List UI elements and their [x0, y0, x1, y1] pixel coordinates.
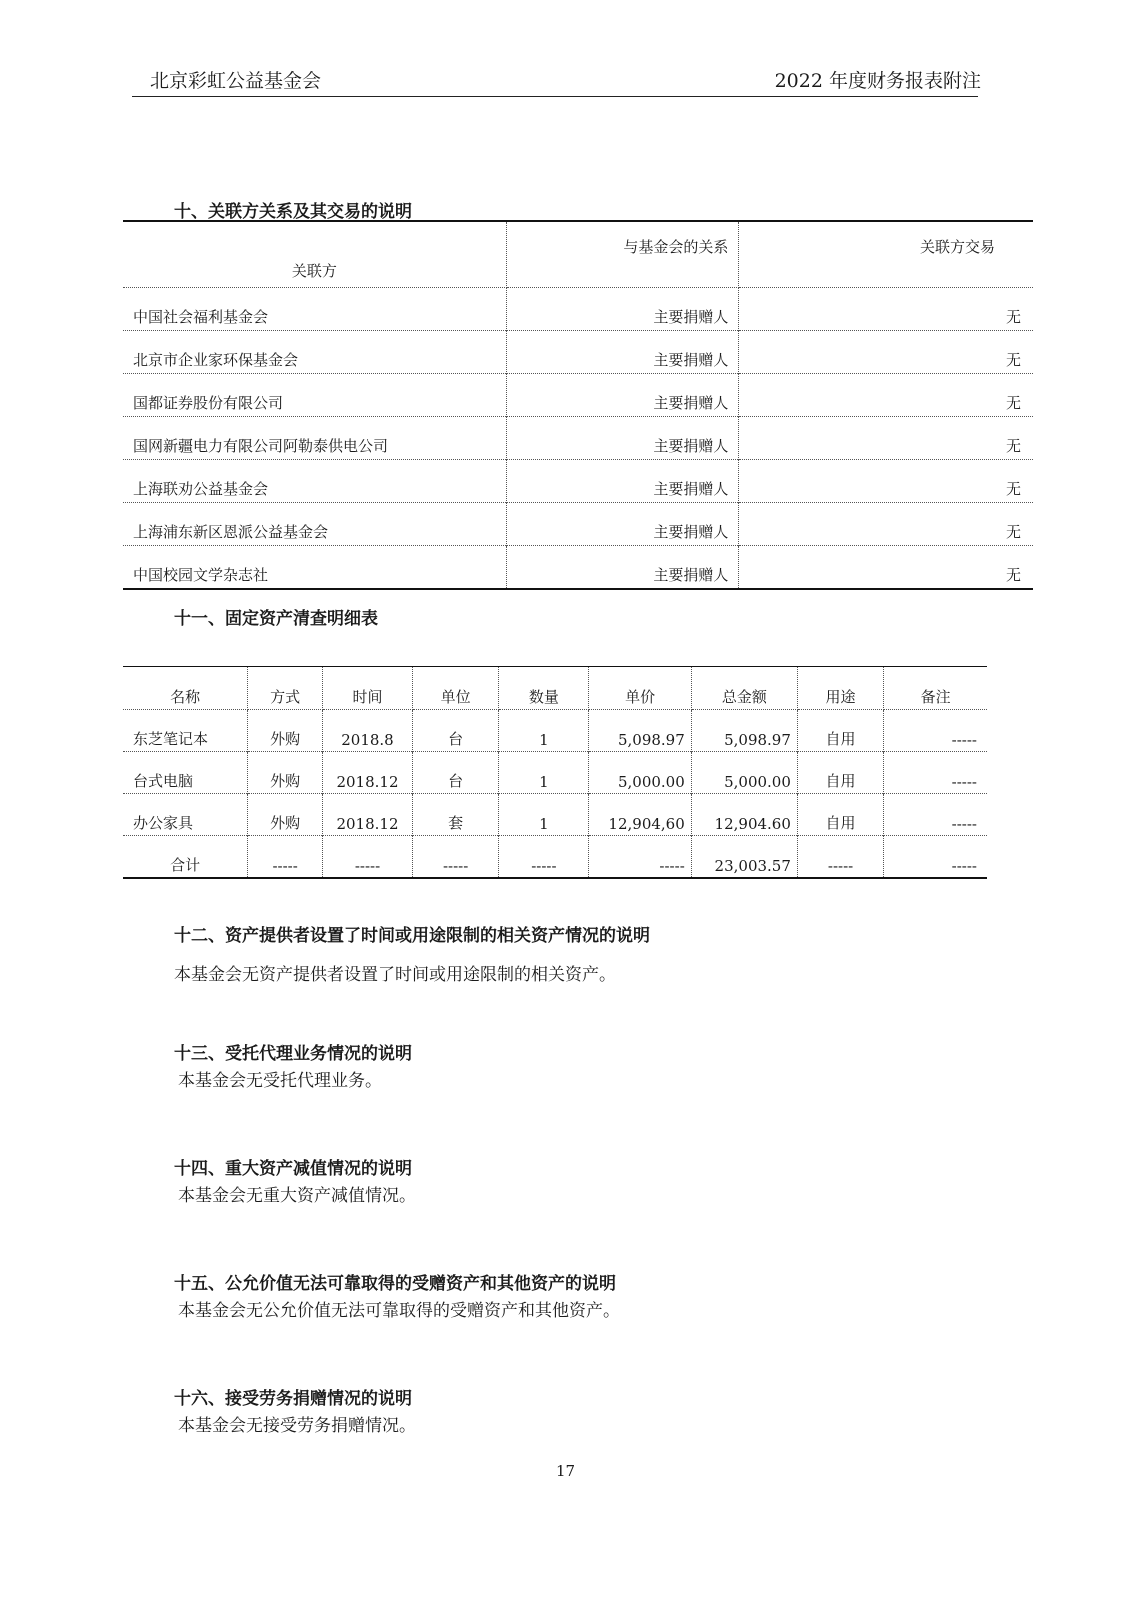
column-header: 总金额	[691, 667, 797, 710]
relationship: 主要捐赠人	[506, 417, 739, 460]
table-row	[123, 710, 987, 752]
relationship: 主要捐赠人	[506, 460, 739, 503]
related-party-name: 中国校园文学杂志社	[123, 546, 506, 590]
remarks: -----	[884, 752, 987, 794]
acquisition-method: 外购	[248, 794, 323, 836]
column-header: 关联方交易	[739, 221, 1033, 288]
acquisition-method: 外购	[248, 710, 323, 752]
table-row	[123, 546, 1033, 590]
remarks: -----	[884, 794, 987, 836]
related-party-name: 国都证券股份有限公司	[123, 374, 506, 417]
related-party-name: 国网新疆电力有限公司阿勒泰供电公司	[123, 417, 506, 460]
transaction: 无	[739, 288, 1033, 331]
usage: 自用	[797, 794, 883, 836]
section-13-title: 十三、受托代理业务情况的说明	[174, 1044, 412, 1064]
asset-name: 台式电脑	[123, 752, 248, 794]
quantity: 1	[499, 710, 589, 752]
section-14-body: 本基金会无重大资产减值情况。	[178, 1186, 416, 1206]
usage: 自用	[797, 710, 883, 752]
header-document-title: 2022 年度财务报表附注	[774, 70, 981, 92]
table-row	[123, 752, 987, 794]
column-header: 用途	[797, 667, 883, 710]
section-16-title: 十六、接受劳务捐赠情况的说明	[174, 1389, 412, 1409]
section-11-title: 十一、固定资产清查明细表	[174, 609, 378, 629]
relationship: 主要捐赠人	[506, 331, 739, 374]
column-header: 关联方	[123, 221, 506, 288]
asset-name: 办公家具	[123, 794, 248, 836]
relationship: 主要捐赠人	[506, 374, 739, 417]
related-party-name: 上海浦东新区恩派公益基金会	[123, 503, 506, 546]
total-amount: 5,000.00	[691, 752, 797, 794]
column-header: 时间	[323, 667, 413, 710]
table-row	[123, 374, 1033, 417]
related-party-name: 上海联劝公益基金会	[123, 460, 506, 503]
page-number: 17	[555, 1462, 576, 1480]
transaction: 无	[739, 331, 1033, 374]
acquisition-method: -----	[248, 836, 323, 879]
table-row	[123, 417, 1033, 460]
quantity: 1	[499, 794, 589, 836]
section-15-body: 本基金会无公允价值无法可靠取得的受赠资产和其他资产。	[178, 1301, 620, 1321]
transaction: 无	[739, 417, 1033, 460]
grand-total: 23,003.57	[691, 836, 797, 879]
transaction: 无	[739, 546, 1033, 590]
remarks: -----	[884, 836, 987, 879]
unit-price: 12,904,60	[589, 794, 691, 836]
acquisition-date: 2018.12	[323, 794, 413, 836]
table-row	[123, 503, 1033, 546]
quantity: -----	[499, 836, 589, 879]
relationship: 主要捐赠人	[506, 546, 739, 590]
section-16-body: 本基金会无接受劳务捐赠情况。	[178, 1416, 416, 1436]
acquisition-method: 外购	[248, 752, 323, 794]
total-amount: 12,904.60	[691, 794, 797, 836]
column-header: 与基金会的关系	[506, 221, 739, 288]
acquisition-date: -----	[323, 836, 413, 879]
table-header-row	[123, 667, 987, 710]
section-14-title: 十四、重大资产减值情况的说明	[174, 1159, 412, 1179]
table-header-row	[123, 221, 1033, 288]
column-header: 方式	[248, 667, 323, 710]
acquisition-date: 2018.8	[323, 710, 413, 752]
section-10-title: 十、关联方关系及其交易的说明	[174, 202, 412, 222]
usage: -----	[797, 836, 883, 879]
table-total-row	[123, 836, 987, 879]
unit: -----	[412, 836, 498, 879]
acquisition-date: 2018.12	[323, 752, 413, 794]
table-row	[123, 331, 1033, 374]
unit-price: 5,000.00	[589, 752, 691, 794]
asset-name: 东芝笔记本	[123, 710, 248, 752]
transaction: 无	[739, 460, 1033, 503]
fixed-asset-table	[123, 666, 987, 879]
quantity: 1	[499, 752, 589, 794]
total-label: 合计	[123, 836, 248, 879]
remarks: -----	[884, 710, 987, 752]
table-row	[123, 288, 1033, 331]
header-organization: 北京彩虹公益基金会	[150, 70, 322, 92]
related-party-table	[123, 220, 1033, 590]
transaction: 无	[739, 374, 1033, 417]
total-amount: 5,098.97	[691, 710, 797, 752]
related-party-name: 北京市企业家环保基金会	[123, 331, 506, 374]
related-party-name: 中国社会福利基金会	[123, 288, 506, 331]
header-rule	[132, 96, 978, 97]
unit-price: 5,098.97	[589, 710, 691, 752]
transaction: 无	[739, 503, 1033, 546]
section-15-title: 十五、公允价值无法可靠取得的受赠资产和其他资产的说明	[174, 1274, 616, 1294]
section-12-body: 本基金会无资产提供者设置了时间或用途限制的相关资产。	[174, 965, 616, 985]
unit: 套	[412, 794, 498, 836]
section-13-body: 本基金会无受托代理业务。	[178, 1071, 382, 1091]
usage: 自用	[797, 752, 883, 794]
relationship: 主要捐赠人	[506, 288, 739, 331]
section-12-title: 十二、资产提供者设置了时间或用途限制的相关资产情况的说明	[174, 926, 650, 946]
column-header: 单价	[589, 667, 691, 710]
column-header: 备注	[884, 667, 987, 710]
table-row	[123, 460, 1033, 503]
relationship: 主要捐赠人	[506, 503, 739, 546]
unit-price: -----	[589, 836, 691, 879]
column-header: 数量	[499, 667, 589, 710]
table-row	[123, 794, 987, 836]
unit: 台	[412, 710, 498, 752]
unit: 台	[412, 752, 498, 794]
column-header: 名称	[123, 667, 248, 710]
column-header: 单位	[412, 667, 498, 710]
